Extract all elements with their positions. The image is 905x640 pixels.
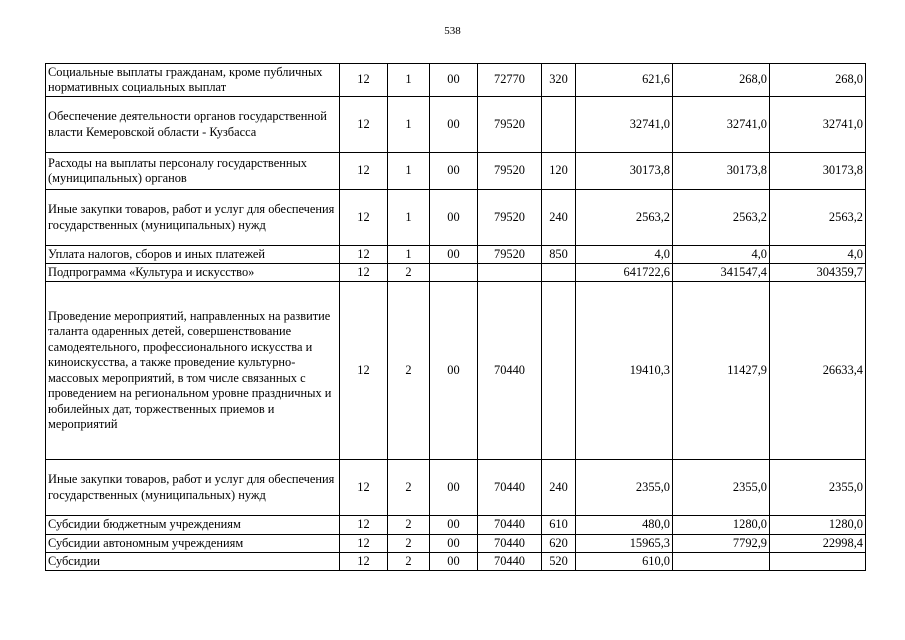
direction-code: 79520 [478,97,542,153]
direction-code: 79520 [478,153,542,190]
om-code [430,264,478,282]
direction-code [478,264,542,282]
pp-code: 1 [388,190,430,246]
amount-year-2: 7792,9 [673,535,770,553]
pp-code: 2 [388,460,430,516]
amount-year-2: 341547,4 [673,264,770,282]
page-number: 538 [444,25,461,37]
table-row [46,264,866,282]
pp-code: 1 [388,64,430,97]
amount-year-3: 26633,4 [770,282,866,460]
amount-year-3: 268,0 [770,64,866,97]
row-name: Иные закупки товаров, работ и услуг для обеспечения государственных (муниципальных) нужд [46,460,340,516]
row-name: Подпрограмма «Культура и искусство» [46,264,340,282]
amount-year-1: 15965,3 [576,535,673,553]
budget-table-body [46,64,866,571]
budget-table [45,63,866,571]
row-name: Обеспечение деятельности органов государственной власти Кемеровской области - Кузбасса [46,97,340,153]
expense-type-code [542,264,576,282]
om-code: 00 [430,64,478,97]
direction-code: 70440 [478,553,542,571]
amount-year-3 [770,553,866,571]
table-row [46,246,866,264]
om-code: 00 [430,153,478,190]
gp-code: 12 [340,190,388,246]
gp-code: 12 [340,516,388,535]
row-name: Субсидии бюджетным учреждениям [46,516,340,535]
table-row [46,460,866,516]
amount-year-1: 610,0 [576,553,673,571]
amount-year-3: 304359,7 [770,264,866,282]
amount-year-2: 4,0 [673,246,770,264]
amount-year-3: 1280,0 [770,516,866,535]
expense-type-code: 240 [542,460,576,516]
direction-code: 70440 [478,516,542,535]
amount-year-1: 32741,0 [576,97,673,153]
amount-year-1: 4,0 [576,246,673,264]
row-name: Иные закупки товаров, работ и услуг для обеспечения государственных (муниципальных) нужд [46,190,340,246]
direction-code: 72770 [478,64,542,97]
pp-code: 1 [388,246,430,264]
amount-year-2: 11427,9 [673,282,770,460]
amount-year-1: 2355,0 [576,460,673,516]
expense-type-code [542,282,576,460]
om-code: 00 [430,516,478,535]
table-row [46,153,866,190]
direction-code: 79520 [478,246,542,264]
amount-year-3: 22998,4 [770,535,866,553]
gp-code: 12 [340,553,388,571]
amount-year-2: 30173,8 [673,153,770,190]
table-row [46,282,866,460]
table-row [46,64,866,97]
expense-type-code: 850 [542,246,576,264]
gp-code: 12 [340,246,388,264]
gp-code: 12 [340,153,388,190]
om-code: 00 [430,535,478,553]
table-row [46,516,866,535]
amount-year-2: 2563,2 [673,190,770,246]
table-row [46,553,866,571]
gp-code: 12 [340,64,388,97]
amount-year-1: 19410,3 [576,282,673,460]
expense-type-code: 610 [542,516,576,535]
row-name: Субсидии [46,553,340,571]
amount-year-3: 30173,8 [770,153,866,190]
expense-type-code: 240 [542,190,576,246]
amount-year-1: 641722,6 [576,264,673,282]
row-name: Субсидии автономным учреждениям [46,535,340,553]
expense-type-code: 620 [542,535,576,553]
om-code: 00 [430,190,478,246]
amount-year-3: 2355,0 [770,460,866,516]
pp-code: 2 [388,553,430,571]
gp-code: 12 [340,460,388,516]
pp-code: 1 [388,97,430,153]
amount-year-2: 1280,0 [673,516,770,535]
gp-code: 12 [340,282,388,460]
om-code: 00 [430,460,478,516]
amount-year-3: 2563,2 [770,190,866,246]
amount-year-2: 32741,0 [673,97,770,153]
amount-year-2: 2355,0 [673,460,770,516]
expense-type-code: 320 [542,64,576,97]
gp-code: 12 [340,535,388,553]
direction-code: 79520 [478,190,542,246]
table-row [46,535,866,553]
row-name: Социальные выплаты гражданам, кроме публичных нормативных социальных выплат [46,64,340,97]
om-code: 00 [430,553,478,571]
expense-type-code: 120 [542,153,576,190]
pp-code: 2 [388,264,430,282]
direction-code: 70440 [478,282,542,460]
gp-code: 12 [340,264,388,282]
table-row [46,97,866,153]
gp-code: 12 [340,97,388,153]
pp-code: 2 [388,516,430,535]
amount-year-1: 30173,8 [576,153,673,190]
row-name: Расходы на выплаты персоналу государственных (муниципальных) органов [46,153,340,190]
pp-code: 2 [388,535,430,553]
table-row [46,190,866,246]
amount-year-1: 621,6 [576,64,673,97]
expense-type-code: 520 [542,553,576,571]
direction-code: 70440 [478,535,542,553]
om-code: 00 [430,246,478,264]
pp-code: 2 [388,282,430,460]
pp-code: 1 [388,153,430,190]
amount-year-1: 480,0 [576,516,673,535]
direction-code: 70440 [478,460,542,516]
amount-year-2: 268,0 [673,64,770,97]
om-code: 00 [430,282,478,460]
om-code: 00 [430,97,478,153]
amount-year-1: 2563,2 [576,190,673,246]
row-name: Проведение мероприятий, направленных на развитие таланта одаренных детей, совершенствование самодеятельного, профессионального искусства и киноискусства, а также проведение культурно-массовых мероприятий, в том числе связанных с проведением на региональном уровне праздничных и юбилейных дат, торжественных приемов и мероприятий [46,282,340,460]
row-name: Уплата налогов, сборов и иных платежей [46,246,340,264]
expense-type-code [542,97,576,153]
amount-year-3: 32741,0 [770,97,866,153]
amount-year-2 [673,553,770,571]
amount-year-3: 4,0 [770,246,866,264]
